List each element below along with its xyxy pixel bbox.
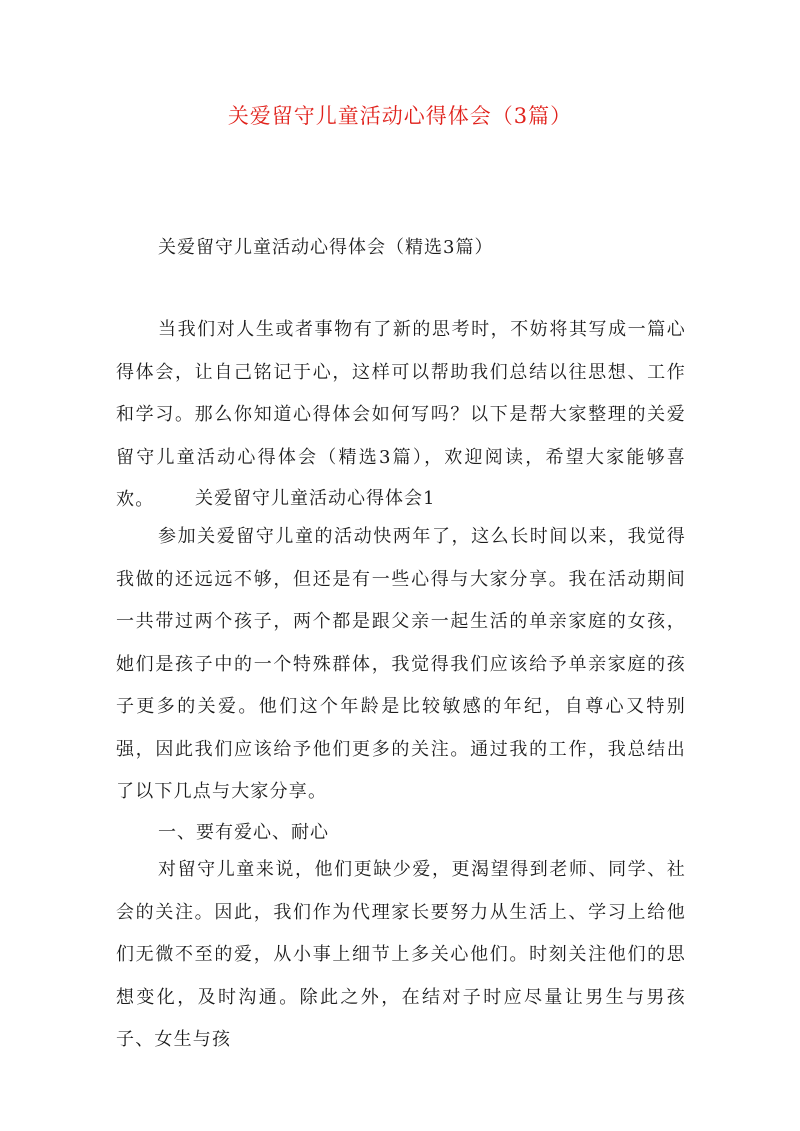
section-1-paragraph: 参加关爱留守儿童的活动快两年了，这么长时间以来，我觉得我做的还远远不够，但还是有一些心得与大家分享。我在活动期间一共带过两个孩子，两个都是跟父亲一起生活的单亲家庭的女孩，她们是孩子中的一个特殊群体，我觉得我们应该给予单亲家庭的孩子更多的关爱。他们这个年龄是比较敏感的年纪，自尊心又特别强，因此我们应该给予他们更多的关注。通过我的工作，我总结出了以下几点与大家分享。	[116, 526, 686, 802]
point-1-heading: 一、要有爱心、耐心	[158, 822, 329, 843]
document-title: 关爱留守儿童活动心得体会（3篇）	[227, 104, 573, 128]
intro-paragraph: 当我们对人生或者事物有了新的思考时，不妨将其写成一篇心得体会，让自己铭记于心，这样可以帮助我们总结以往思想、工作和学习。那么你知道心得体会如何写吗？以下是帮大家整理的关爱留守儿童活动心得体会（精选3篇），欢迎阅读，希望大家能够喜欢。	[116, 319, 686, 510]
section-1-heading: 关爱留守儿童活动心得体会1	[195, 488, 436, 509]
point-1-paragraph: 对留守儿童来说，他们更缺少爱，更渴望得到老师、同学、社会的关注。因此，我们作为代理家长要努力从生活上、学习上给他们无微不至的爱，从小事上细节上多关心他们。时刻关注他们的思想变化，及时沟通。除此之外，在结对子时应尽量让男生与男孩子、女生与孩	[116, 859, 686, 1050]
document-subtitle: 关爱留守儿童活动心得体会（精选3篇）	[158, 237, 494, 258]
